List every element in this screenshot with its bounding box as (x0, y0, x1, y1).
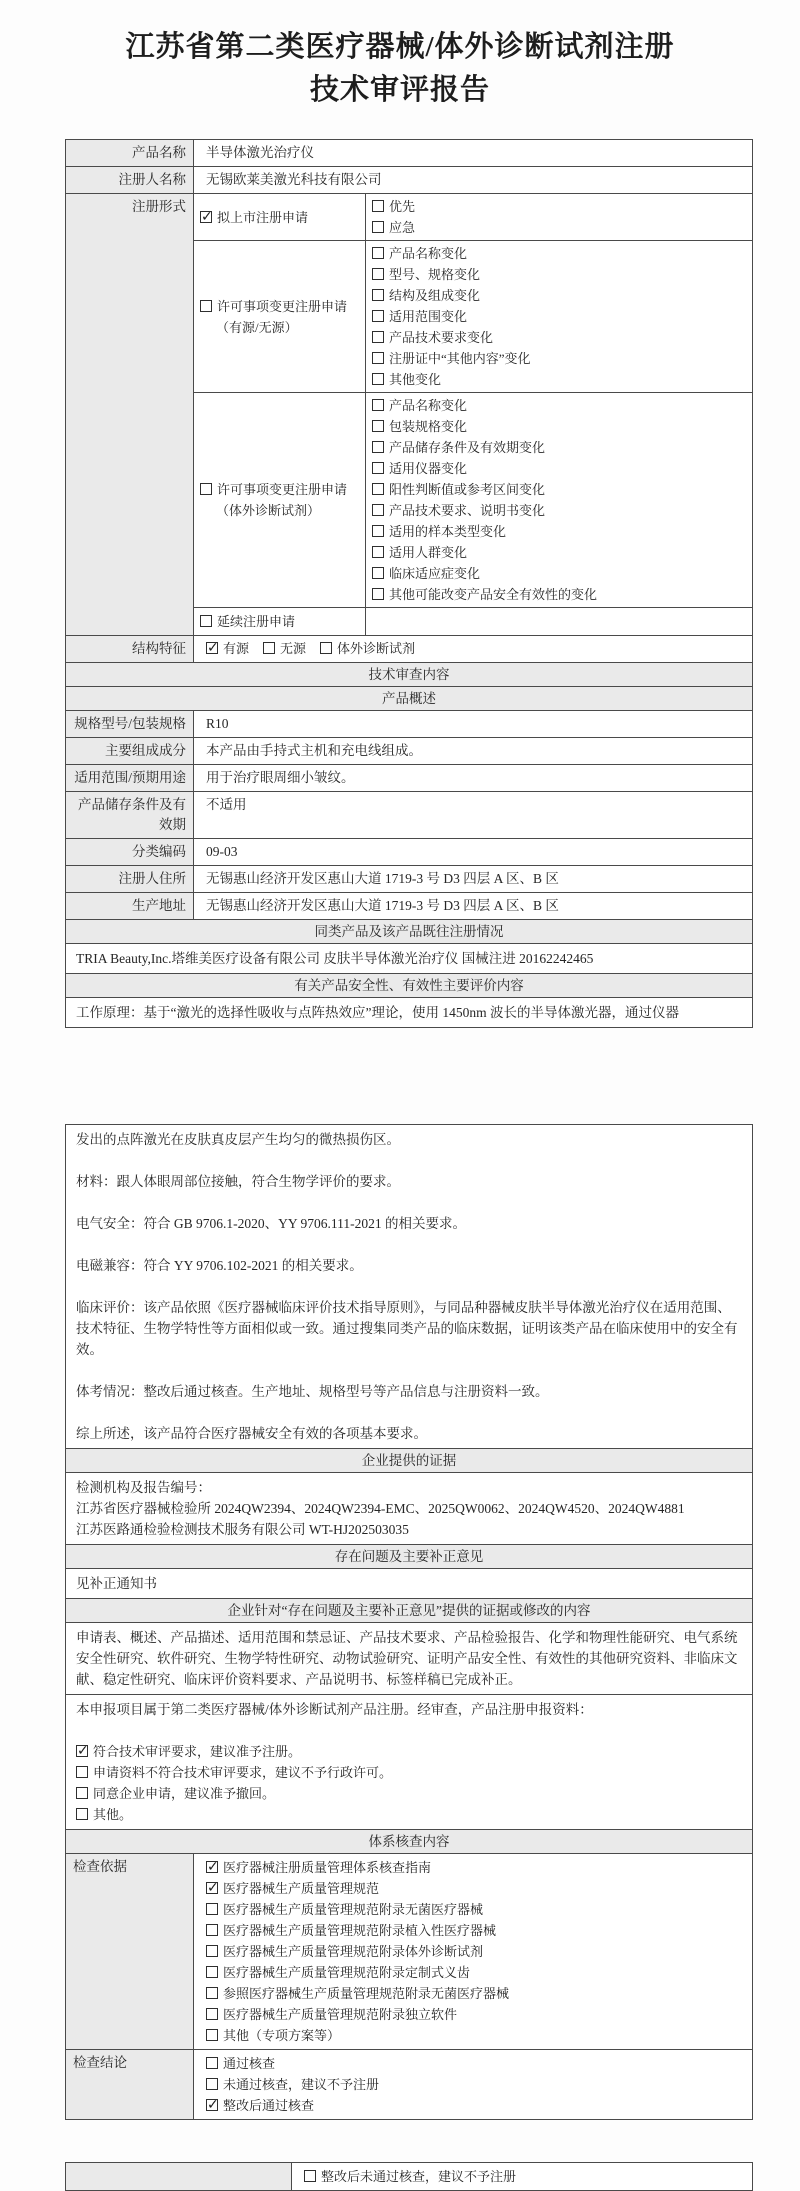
row-value: 09-03 (206, 844, 238, 859)
table-row (66, 943, 752, 973)
section-header: 有关产品安全性、有效性主要评价内容 (66, 973, 752, 997)
checkbox-item (206, 1857, 740, 1878)
checkbox-unchecked-icon (372, 525, 384, 537)
checkbox-label: 其他变化 (389, 372, 442, 387)
table-row (66, 737, 752, 764)
checkbox-item (206, 2025, 740, 2046)
checkbox-label: 医疗器械生产质量管理规范 (223, 1881, 380, 1896)
row-label: 分类编码 (66, 839, 194, 865)
paragraph-line (76, 1150, 742, 1171)
section-header: 同类产品及该产品既往注册情况 (66, 919, 752, 943)
table-row (66, 791, 752, 838)
checkbox-unchecked-icon (304, 2170, 316, 2182)
paragraph-line: TRIA Beauty,Inc.塔维美医疗设备有限公司 皮肤半导体激光治疗仪 国械注进 20162242465 (76, 951, 594, 966)
checkbox-label: 未通过核查，建议不予注册 (223, 2077, 380, 2092)
checkbox-item (206, 1920, 740, 1941)
checkbox-item (372, 348, 746, 369)
registration-form-subrow (194, 240, 752, 392)
checkbox-item (206, 1941, 740, 1962)
row-text (66, 944, 752, 973)
table-row (66, 865, 752, 892)
row-value (194, 636, 752, 662)
checkbox-unchecked-icon (372, 483, 384, 495)
checkbox-unchecked-icon (372, 462, 384, 474)
checkbox-unchecked-icon (206, 1945, 218, 1957)
registration-type-cell (194, 194, 366, 240)
paragraph-line: 电磁兼容：符合 YY 9706.102-2021 的相关要求。 (76, 1258, 363, 1273)
checkbox-label: 产品技术要求变化 (389, 330, 494, 345)
table-row (66, 193, 752, 635)
checkbox-unchecked-icon (206, 2078, 218, 2090)
checkbox-item (206, 1962, 740, 1983)
checkbox-unchecked-icon (200, 615, 212, 627)
checkbox-label: 适用人群变化 (389, 545, 468, 560)
report-table-page1 (65, 139, 753, 1028)
row-value: 无锡惠山经济开发区惠山大道 1719-3 号 D3 四层 A 区、B 区 (206, 898, 559, 913)
checkbox-label: 注册证中“其他内容”变化 (389, 351, 531, 366)
paragraph-line: 综上所述，该产品符合医疗器械安全有效的各项基本要求。 (76, 1426, 427, 1441)
checkbox-unchecked-icon (372, 289, 384, 301)
paragraph-line: 体考情况：整改后通过核查。生产地址、规格型号等产品信息与注册资料一致。 (76, 1384, 549, 1399)
checkbox-item (372, 196, 746, 217)
section-header: 体系核查内容 (66, 1829, 752, 1853)
checkbox-checked-icon (206, 1882, 218, 1894)
checkbox-unchecked-icon (206, 1966, 218, 1978)
checkbox-unchecked-icon (76, 1766, 88, 1778)
row-label: 规格型号/包装规格 (66, 711, 194, 737)
checkbox-item (320, 639, 415, 659)
checkbox-item (372, 285, 746, 306)
row-value: 不适用 (206, 797, 247, 812)
checkbox-label: 医疗器械生产质量管理规范附录体外诊断试剂 (223, 1944, 484, 1959)
table-row (66, 1694, 752, 1829)
document-title-line2: 技术审评报告 (309, 74, 490, 106)
paragraph-line: 申请表、概述、产品描述、适用范围和禁忌证、产品技术要求、产品检验报告、化学和物理性能研究、电气系统安全性研究、软件研究、生物学特性研究、动物试验研究、证明产品安全性、有效性的其他研究资料、非临床文献、稳定性研究、临床评价资料要求、产品说明书、标签样稿已完成补正。 (76, 1630, 738, 1687)
registration-form-subrow (194, 392, 752, 607)
checkbox-item (206, 2095, 740, 2116)
table-row (66, 2049, 752, 2119)
checkbox-unchecked-icon (263, 642, 275, 654)
row-text (66, 1473, 752, 1544)
section-header: 产品概述 (66, 686, 752, 710)
checkbox-checked-icon (206, 2099, 218, 2111)
row-label: 检查结论 (66, 2050, 194, 2119)
checkbox-unchecked-icon (200, 300, 212, 312)
registration-type-line: （体外诊断试剂） (216, 503, 321, 518)
checkbox-label: 其他可能改变产品安全有效性的变化 (389, 587, 598, 602)
paragraph-line: 本申报项目属于第二类医疗器械/体外诊断试剂产品注册。经审查，产品注册申报资料： (76, 1702, 593, 1717)
checkbox-item (76, 1741, 742, 1762)
row-label: 产品名称 (66, 140, 194, 166)
paragraph-line: 江苏省医疗器械检验所 2024QW2394、2024QW2394-EMC、2025QW0062、2024QW4520、2024QW4881 (76, 1501, 685, 1516)
report-table-page3 (65, 2162, 753, 2191)
checkbox-label: 延续注册申请 (217, 614, 296, 629)
paragraph-line (76, 1192, 742, 1213)
checkbox-unchecked-icon (372, 331, 384, 343)
checkbox-item (206, 639, 249, 659)
checkbox-label: 许可事项变更注册申请 (217, 482, 348, 497)
checkbox-label: 应急 (389, 220, 416, 235)
checkbox-label: 医疗器械生产质量管理规范附录无菌医疗器械 (223, 1902, 484, 1917)
row-label: 生产地址 (66, 893, 194, 919)
checkbox-label: 其他。 (93, 1807, 133, 1822)
row-text (66, 1695, 752, 1829)
checkbox-item (304, 2166, 740, 2187)
checkbox-unchecked-icon (372, 373, 384, 385)
checkbox-item (372, 458, 746, 479)
checkbox-label: 结构及组成变化 (389, 288, 481, 303)
checkbox-item (206, 2004, 740, 2025)
checkbox-unchecked-icon (206, 2008, 218, 2020)
registration-type-line: （有源/无源） (216, 319, 298, 335)
row-label (66, 2163, 292, 2190)
checkbox-list (292, 2163, 752, 2190)
checkbox-unchecked-icon (372, 546, 384, 558)
section-header: 存在问题及主要补正意见 (66, 1544, 752, 1568)
report-table-page2 (65, 1124, 753, 2120)
checkbox-list (194, 2050, 752, 2119)
table-row (66, 1853, 752, 2049)
page-break (0, 1028, 800, 1124)
checkbox-label: 阳性判断值或参考区间变化 (389, 482, 546, 497)
paragraph-line: 工作原理：基于“激光的选择性吸收与点阵热效应”理论，使用 1450nm 波长的半导体激光器，通过仪器 (76, 1005, 679, 1020)
checkbox-item (206, 2053, 740, 2074)
table-row (66, 2163, 752, 2190)
checkbox-item (372, 584, 746, 605)
checkbox-unchecked-icon (372, 441, 384, 453)
checkbox-item (372, 395, 746, 416)
checkbox-item (372, 521, 746, 542)
registration-form-options (194, 194, 752, 635)
checkbox-item (372, 542, 746, 563)
registration-type-cell (194, 393, 366, 607)
checkbox-label: 申请资料不符合技术审评要求，建议不予行政许可。 (93, 1765, 393, 1780)
registration-type-line (200, 479, 359, 500)
row-label: 产品储存条件及有效期 (66, 792, 194, 838)
change-options-cell (366, 608, 752, 635)
checkbox-label: 临床适应症变化 (389, 566, 481, 581)
checkbox-item (76, 1762, 742, 1783)
checkbox-label: 适用的样本类型变化 (389, 524, 507, 539)
row-value: 半导体激光治疗仪 (206, 145, 314, 160)
table-row (66, 892, 752, 919)
table-row (66, 1472, 752, 1544)
row-text (66, 1125, 752, 1448)
row-label: 结构特征 (66, 636, 194, 662)
table-row (66, 140, 752, 166)
checkbox-label: 整改后通过核查 (223, 2098, 315, 2113)
checkbox-unchecked-icon (372, 567, 384, 579)
checkbox-unchecked-icon (206, 1987, 218, 1999)
checkbox-label: 医疗器械注册质量管理体系核查指南 (223, 1860, 432, 1875)
checkbox-item (372, 416, 746, 437)
checkbox-label: 产品名称变化 (389, 246, 468, 261)
registration-form-subrow (194, 194, 752, 240)
checkbox-unchecked-icon (372, 221, 384, 233)
checkbox-label: 通过核查 (223, 2056, 276, 2071)
row-value: 无锡欧莱美激光科技有限公司 (206, 172, 382, 187)
checkbox-item (76, 1804, 742, 1825)
checkbox-label: 整改后未通过核查，建议不予注册 (321, 2169, 517, 2184)
checkbox-unchecked-icon (372, 352, 384, 364)
checkbox-unchecked-icon (206, 2029, 218, 2041)
checkbox-label: 适用仪器变化 (389, 461, 468, 476)
checkbox-label: 拟上市注册申请 (217, 209, 309, 225)
checkbox-label: 包装规格变化 (389, 419, 468, 434)
table-row (66, 1568, 752, 1598)
checkbox-label: 体外诊断试剂 (337, 641, 416, 656)
checkbox-item (263, 639, 306, 659)
checkbox-label: 优先 (389, 199, 416, 214)
section-header: 企业提供的证据 (66, 1448, 752, 1472)
checkbox-checked-icon (206, 642, 218, 654)
checkbox-label: 医疗器械生产质量管理规范附录定制式义齿 (223, 1965, 471, 1980)
checkbox-item (76, 1783, 742, 1804)
row-text (66, 998, 752, 1027)
checkbox-unchecked-icon (372, 268, 384, 280)
checkbox-item (372, 479, 746, 500)
checkbox-list (194, 1854, 752, 2049)
row-value: 无锡惠山经济开发区惠山大道 1719-3 号 D3 四层 A 区、B 区 (206, 871, 559, 886)
checkbox-checked-icon (76, 1745, 88, 1757)
table-row (66, 710, 752, 737)
paragraph-line: 发出的点阵激光在皮肤真皮层产生均匀的微热损伤区。 (76, 1132, 400, 1147)
checkbox-item (206, 1983, 740, 2004)
checkbox-unchecked-icon (372, 200, 384, 212)
checkbox-label: 符合技术审评要求，建议准予注册。 (93, 1744, 302, 1759)
checkbox-label: 型号、规格变化 (389, 267, 481, 282)
row-label: 注册形式 (66, 194, 194, 635)
section-header: 企业针对“存在问题及主要补正意见”提供的证据或修改的内容 (66, 1598, 752, 1622)
registration-type-cell (194, 608, 366, 635)
checkbox-unchecked-icon (76, 1787, 88, 1799)
paragraph-line: 见补正通知书 (76, 1576, 157, 1591)
checkbox-label: 同意企业申请，建议准予撤回。 (93, 1786, 276, 1801)
table-row (66, 166, 752, 193)
checkbox-label: 产品技术要求、说明书变化 (389, 503, 546, 518)
paragraph-line: 材料：跟人体眼周部位接触，符合生物学评价的要求。 (76, 1174, 400, 1189)
checkbox-label: 参照医疗器械生产质量管理规范附录无菌医疗器械 (223, 1986, 510, 2001)
document-title (0, 26, 800, 112)
checkbox-unchecked-icon (372, 420, 384, 432)
row-label: 检查依据 (66, 1854, 194, 2049)
checkbox-unchecked-icon (372, 310, 384, 322)
row-value: 用于治疗眼周细小皱纹。 (206, 770, 355, 785)
checkbox-label: 产品名称变化 (389, 398, 468, 413)
checkbox-label: 有源 (223, 641, 250, 656)
checkbox-label: 其他（专项方案等） (223, 2028, 341, 2043)
paragraph-line (76, 1360, 742, 1381)
paragraph-line: 电气安全：符合 GB 9706.1-2020、YY 9706.111-2021 的相关要求。 (76, 1216, 466, 1231)
row-value: R10 (206, 716, 229, 731)
paragraph-line (76, 1276, 742, 1297)
checkbox-checked-icon (200, 211, 212, 223)
checkbox-item (372, 327, 746, 348)
checkbox-unchecked-icon (372, 247, 384, 259)
table-row (66, 838, 752, 865)
paragraph-line: 江苏医路通检验检测技术服务有限公司 WT-HJ202503035 (76, 1522, 409, 1537)
table-row (66, 635, 752, 662)
checkbox-item (372, 500, 746, 521)
checkbox-item (372, 264, 746, 285)
checkbox-unchecked-icon (76, 1808, 88, 1820)
row-label: 适用范围/预期用途 (66, 765, 194, 791)
page-break (0, 2120, 800, 2162)
document-title-line1: 江苏省第二类医疗器械/体外诊断试剂注册 (125, 31, 675, 63)
registration-type-line (200, 207, 359, 228)
table-row (66, 764, 752, 791)
checkbox-checked-icon (206, 1861, 218, 1873)
paragraph-line: 检测机构及报告编号： (76, 1480, 211, 1495)
checkbox-unchecked-icon (206, 1924, 218, 1936)
change-options-cell (366, 241, 752, 392)
table-row (66, 1622, 752, 1694)
checkbox-label: 医疗器械生产质量管理规范附录独立软件 (223, 2007, 458, 2022)
checkbox-unchecked-icon (372, 399, 384, 411)
paragraph-line (76, 1234, 742, 1255)
table-row (66, 1125, 752, 1448)
registration-type-line (200, 296, 359, 317)
checkbox-unchecked-icon (206, 2057, 218, 2069)
registration-type-line (200, 611, 359, 632)
row-label: 主要组成成分 (66, 738, 194, 764)
row-text (66, 1623, 752, 1694)
checkbox-unchecked-icon (206, 1903, 218, 1915)
paragraph-line (76, 1402, 742, 1423)
checkbox-item (372, 217, 746, 238)
checkbox-label: 适用范围变化 (389, 309, 468, 324)
checkbox-item (372, 243, 746, 264)
row-text (66, 1569, 752, 1598)
row-value: 本产品由手持式主机和充电线组成。 (206, 743, 422, 758)
checkbox-label: 无源 (280, 641, 307, 656)
row-label: 注册人名称 (66, 167, 194, 193)
checkbox-item (372, 306, 746, 327)
checkbox-item (372, 369, 746, 390)
checkbox-label: 医疗器械生产质量管理规范附录植入性医疗器械 (223, 1923, 497, 1938)
registration-type-cell (194, 241, 366, 392)
registration-form-subrow (194, 607, 752, 635)
checkbox-unchecked-icon (372, 504, 384, 516)
paragraph-line (76, 1720, 742, 1741)
paragraph-line: 临床评价：该产品依照《医疗器械临床评价技术指导原则》，与同品种器械皮肤半导体激光治疗仪在适用范围、技术特征、生物学特性等方面相似或一致。通过搜集同类产品的临床数据，证明该类产品在临床使用中的安全有效。 (76, 1300, 738, 1357)
checkbox-item (206, 2074, 740, 2095)
checkbox-unchecked-icon (320, 642, 332, 654)
checkbox-unchecked-icon (200, 483, 212, 495)
table-row (66, 997, 752, 1027)
row-label: 注册人住所 (66, 866, 194, 892)
section-header: 技术审查内容 (66, 662, 752, 686)
change-options-cell (366, 194, 752, 240)
checkbox-unchecked-icon (372, 588, 384, 600)
change-options-cell (366, 393, 752, 607)
checkbox-label: 产品储存条件及有效期变化 (389, 440, 546, 455)
checkbox-item (372, 563, 746, 584)
checkbox-item (206, 1878, 740, 1899)
checkbox-label: 许可事项变更注册申请 (217, 298, 348, 314)
checkbox-item (372, 437, 746, 458)
checkbox-item (206, 1899, 740, 1920)
